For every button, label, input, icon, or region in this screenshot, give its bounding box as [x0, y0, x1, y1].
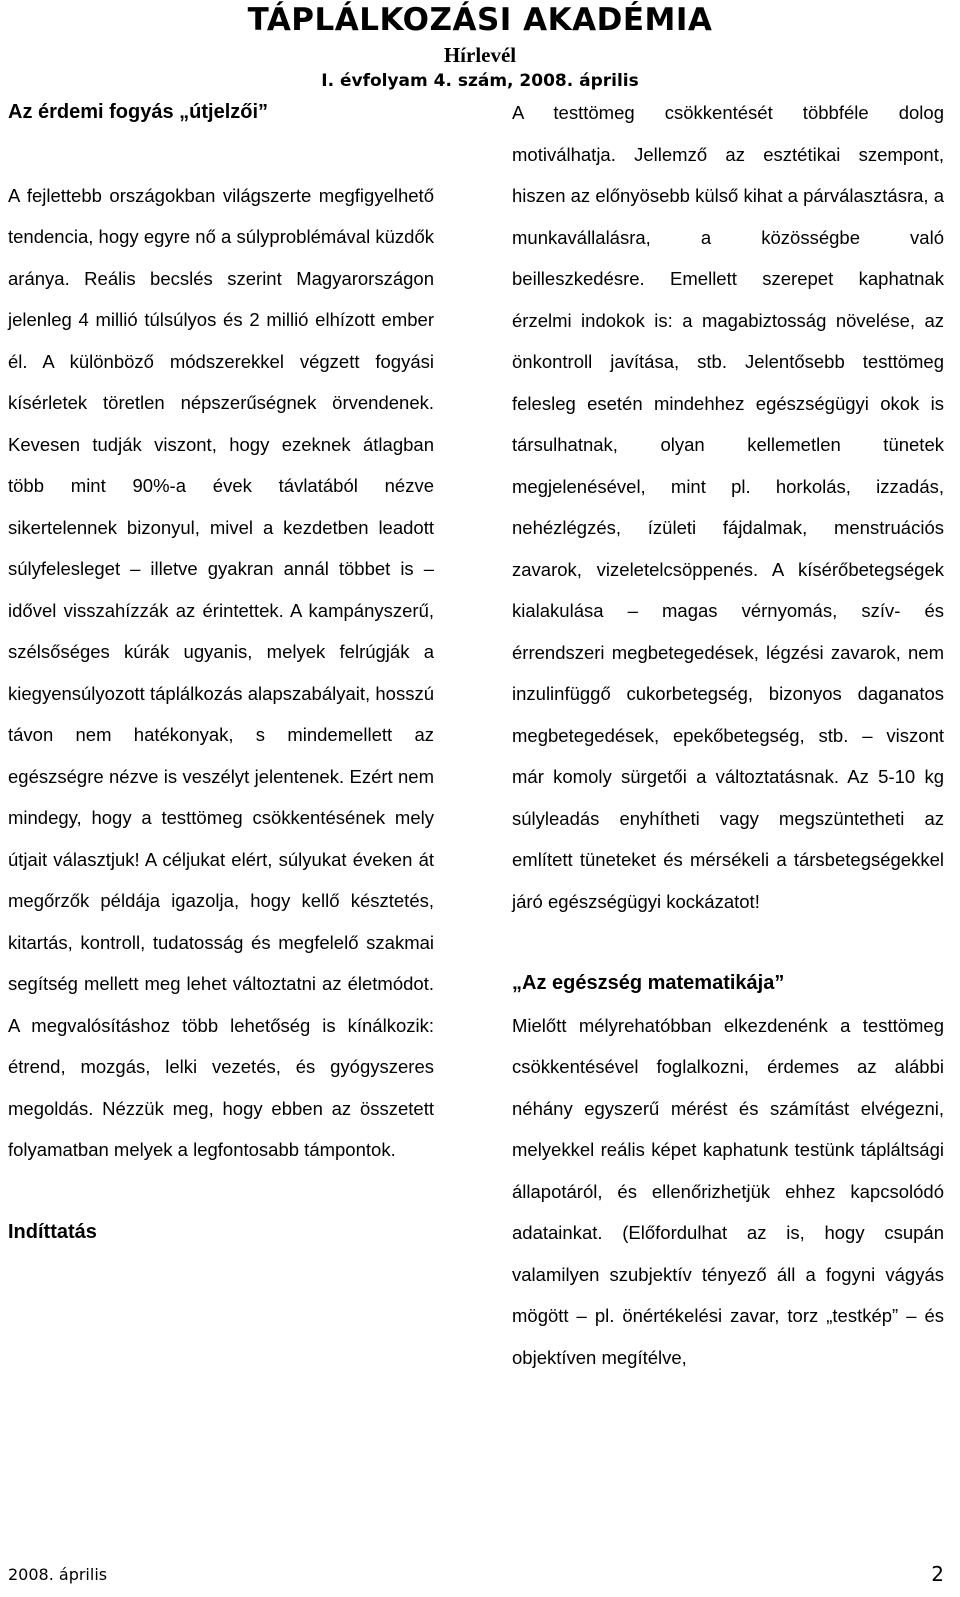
footer-date: 2008. április	[8, 1565, 108, 1584]
section-heading-matematika: „Az egészség matematikája”	[512, 972, 785, 994]
measurement-paragraph: Mielőtt mélyrehatóbban elkezdenénk a testtömeg csökkentésével foglalkozni, érdemes az alábbi néhány egyszerű mérést és számítást elvégezni, melyekkel reális képet kaphatunk testünk tápláltsági állapotáról, és ellenőrizhetjük ehhez kapcsolódó adatainkat. (Előfordulhat az is, hogy csupán valamilyen szubjektív tényező áll a fogyni vágyás mögött – pl. önértékelési zavar, torz „testkép” – és objektíven megítélve,	[512, 1014, 944, 1368]
section-heading-inditattas: Indíttatás	[8, 1220, 97, 1243]
intro-paragraph: A fejlettebb országokban világszerte megfigyelhető tendencia, hogy egyre nő a súlyproblémával küzdők aránya. Reális becslés szerint Magyarországon jelenleg 4 millió túlsúlyos és 2 millió elhízott ember él. A különböző módszerekkel végzett fogyási kísérletek töretlen népszerűségnek örvendenek. Kevesen tudják viszont, hogy ezeknek átlagban több mint 90%-a évek távlatából nézve sikertelennek bizonyul, mivel a kezdetben leadott súlyfelesleget – illetve gyakran annál többet is – idővel visszahízzák az érintettek. A kampányszerű, szélsőséges kúrák ugyanis, melyek felrúgják a kiegyensúlyozott táplálkozás alapszabályait, hosszú távon nem hatékonyak, s mindemellett az egészségre nézve is veszélyt jelentenek. Ezért nem mindegy, hogy a testtömeg csökkentésének mely útjait választjuk! A céljukat elért, súlyukat éveken át megőrzők példája igazolja, hogy kellő késztetés, kitartás, kontroll, tudatosság és megfelelő szakmai segítség mellett meg lehet változtatni az életmódot. A megvalósításhoz több lehetőség is kínálkozik: étrend, mozgás, lelki vezetés, és gyógyszeres megoldás. Nézzük meg, hogy ebben az összetett folyamatban melyek a legfontosabb támpontok.	[8, 184, 434, 1160]
motivation-paragraph: A testtömeg csökkentését többféle dolog motiválhatja. Jellemző az esztétikai szempont, hiszen az előnyösebb külső kihat a párválasztásra, a munkavállalásra, a közösségbe való beilleszkedésre. Emellett szerepet kaphatnak érzelmi indokok is: a magabiztosság növelése, az önkontroll javítása, stb. Jelentősebb testtömeg felesleg esetén mindehhez egészségügyi okok is társulhatnak, olyan kellemetlen tünetek megjelenésével, mint pl. horkolás, izzadás, nehézlégzés, ízületi fájdalmak, menstruációs zavarok, vizeletelcsöppenés. A kísérőbetegségek kialakulása – magas vérnyomás, szív- és érrendszeri megbetegedések, légzési zavarok, nem inzulinfüggő cukorbetegség, bizonyos daganatos megbetegedések, epekőbetegség, stb. – viszont már komoly sürgetői a változtatásnak. Az 5-10 kg súlyleadás enyhítheti vagy megszüntetheti az említett tüneteket és mérsékeli a társbetegségekkel járó egészségügyi kockázatot!	[512, 102, 944, 912]
newsletter-title: TÁPLÁLKOZÁSI AKADÉMIA	[247, 2, 713, 38]
page-number: 2	[931, 1562, 944, 1586]
article-heading: Az érdemi fogyás „útjelzői”	[8, 101, 269, 123]
left-column	[8, 92, 434, 1253]
spacer	[8, 134, 434, 175]
newsletter-subtitle: Hírlevél	[443, 43, 517, 67]
spacer	[512, 922, 944, 963]
right-column	[512, 92, 944, 1378]
spacer	[8, 1171, 434, 1212]
issue-line: I. évfolyam 4. szám, 2008. április	[321, 71, 639, 91]
newsletter-header	[0, 0, 960, 96]
